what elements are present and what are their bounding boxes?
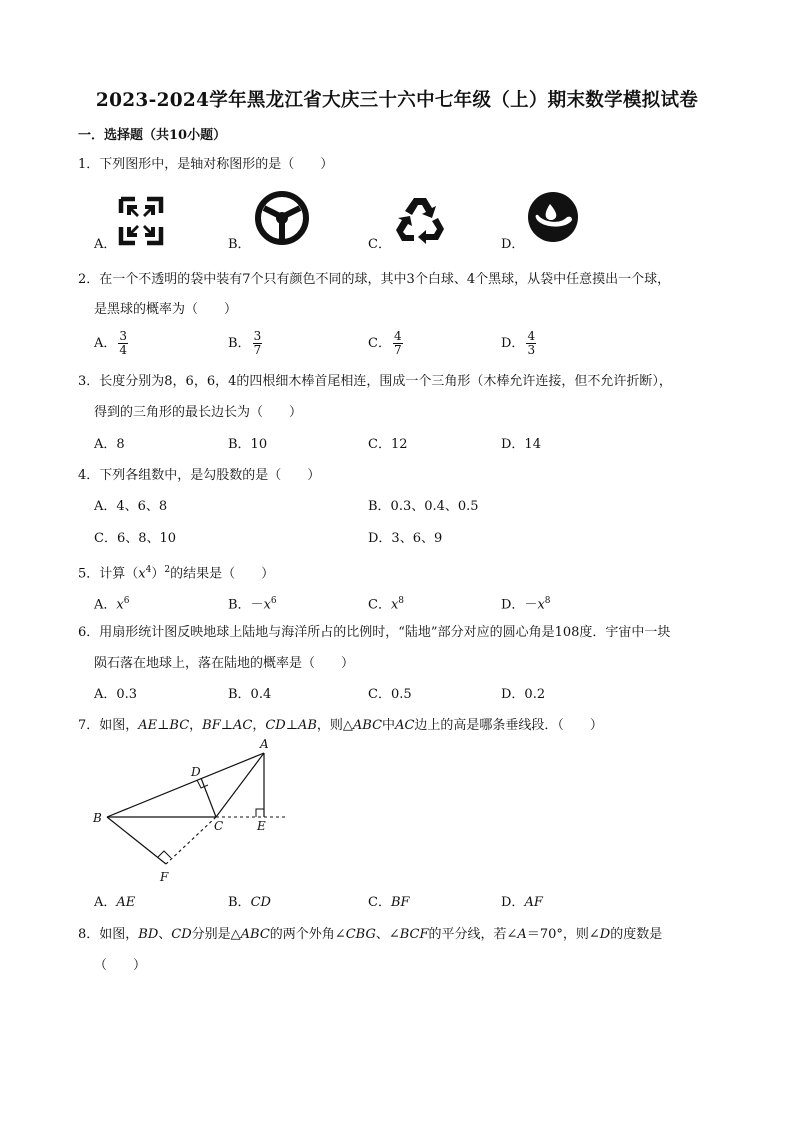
question-7-stem [78, 716, 603, 736]
q5-exponent-outer: 2 [164, 565, 171, 575]
q7-text: ，则△ [316, 718, 353, 733]
variable: x [537, 597, 545, 613]
q8-text: 的平分线，若∠ [428, 927, 518, 942]
q5-option-b [228, 592, 277, 614]
q2-option-d [501, 330, 536, 357]
drop-circle-icon [526, 190, 580, 244]
denominator: 4 [119, 343, 128, 357]
fraction [253, 330, 263, 357]
q7-segment: BF [202, 718, 221, 733]
steering-wheel-icon [254, 190, 310, 246]
q6-option-a: A．0.3 [94, 687, 138, 702]
q2-option-a-label: A． [94, 336, 117, 351]
q7-option-a-label: A． [94, 895, 117, 910]
q4-option-d: D．3、6、9 [368, 531, 443, 546]
q8-text: ＝70°，则∠ [526, 927, 600, 942]
exponent: 6 [123, 596, 130, 606]
point-d-label: D [191, 765, 201, 779]
point-b-label: B [93, 811, 102, 825]
variable: x [390, 597, 399, 613]
fraction [118, 330, 128, 357]
q3-option-a: A．8 [94, 437, 125, 452]
denominator: 7 [253, 343, 262, 357]
right-angle-f [158, 851, 171, 858]
q7-option-d-value: AF [524, 895, 543, 910]
q7-geometry-figure [90, 736, 300, 888]
q2-option-c [368, 330, 403, 357]
q3-option-d: D．14 [501, 437, 541, 452]
question-6-stem-line1: 6．用扇形统计图反映地球上陆地与海洋所占的比例时，“陆地”部分对应的圆心角是108度．宇宙中一块 [78, 625, 671, 640]
q7-text: ， [252, 718, 266, 733]
sign: － [524, 597, 538, 613]
q4-option-a: A．4、6、8 [94, 499, 168, 514]
q3-option-c: C．12 [368, 437, 408, 452]
question-3-stem-line2: 得到的三角形的最长边长为（ ） [94, 405, 303, 420]
q7-segment: AE [138, 718, 158, 733]
q2-option-b [228, 330, 262, 357]
section-heading: 一．选择题（共10小题） [78, 128, 227, 143]
numerator: 4 [527, 329, 536, 343]
q8-angle-name: CBG [345, 927, 376, 942]
denominator: 3 [527, 343, 536, 357]
q6-option-d: D．0.2 [501, 687, 546, 702]
right-angle-e [256, 809, 264, 817]
frame-arrows-icon [117, 195, 165, 247]
extension-ac [166, 817, 216, 864]
q7-option-d-label: D． [501, 895, 525, 910]
q7-option-b-label: B． [228, 895, 251, 910]
q7-perp-symbol: ⊥ [285, 718, 298, 733]
q5-option-a [94, 592, 129, 614]
q1-option-d-label: D． [501, 237, 525, 252]
point-c-label: C [214, 819, 224, 833]
q4-option-c: C．6、8、10 [94, 531, 177, 546]
q2-option-c-label: C． [368, 336, 391, 351]
q8-segment: CD [171, 927, 192, 942]
q8-text: 、∠ [375, 927, 400, 942]
numerator: 3 [253, 329, 262, 343]
question-1-stem: 1．下列图形中，是轴对称图形的是（ ） [78, 157, 334, 172]
q8-text: 、 [158, 927, 172, 942]
q7-option-c-value: BF [390, 895, 410, 910]
segment-cd [201, 778, 216, 817]
q1-option-a-label: A． [94, 237, 117, 252]
exponent: 8 [398, 596, 405, 606]
sign: － [250, 597, 264, 613]
q5-option-c [368, 592, 404, 614]
numerator: 4 [393, 329, 402, 343]
q5-stem-mid: ） [151, 566, 165, 582]
denominator: 7 [393, 343, 402, 357]
recycle-triangle-icon [392, 194, 448, 246]
question-6-stem-line2: 陨石落在地球上，落在陆地的概率是（ ） [94, 656, 355, 671]
q7-option-c [368, 894, 410, 912]
q2-option-d-label: D． [501, 336, 525, 351]
q5-variable: x [138, 566, 146, 582]
q8-angle-name: BCF [399, 927, 429, 942]
q7-option-a [94, 894, 135, 912]
q7-segment: AC [232, 718, 253, 733]
exponent: 8 [544, 596, 551, 606]
q7-option-c-label: C． [368, 895, 391, 910]
fraction [393, 330, 403, 357]
q6-option-c: C．0.5 [368, 687, 412, 702]
q8-text: 的两个外角∠ [269, 927, 346, 942]
q7-text: 7．如图， [78, 718, 139, 733]
question-3-stem-line1: 3．长度分别为8，6，6，4的四根细木棒首尾相连，围成一个三角形（木棒允许连接，但不允许折断）， [78, 374, 672, 389]
q1-option-b-label: B． [228, 237, 251, 252]
q7-segment: BC [169, 718, 190, 733]
q5-option-a-label: A． [94, 597, 117, 613]
question-8-stem-line1 [78, 925, 662, 945]
question-5-stem [78, 560, 274, 584]
q8-angle-name: A [517, 927, 527, 942]
q5-option-b-label: B． [228, 597, 251, 613]
question-8-stem-line2: （ ） [94, 958, 147, 973]
point-e-label: E [257, 819, 266, 833]
exponent: 6 [270, 596, 277, 606]
q7-perp-symbol: ⊥ [220, 718, 233, 733]
q7-option-a-value: AE [116, 895, 136, 910]
q8-text: 分别是△ [191, 927, 241, 942]
q7-text: 边上的高是哪条垂线段．（ ） [414, 718, 603, 733]
q5-option-d [501, 592, 551, 614]
fraction [526, 330, 536, 357]
q2-option-a [94, 330, 128, 357]
q5-exponent-inner: 4 [145, 565, 152, 575]
q7-text: ， [189, 718, 203, 733]
q7-segment: CD [265, 718, 286, 733]
q5-option-d-label: D． [501, 597, 525, 613]
q7-perp-symbol: ⊥ [157, 718, 170, 733]
page-title: 2023-2024学年黑龙江省大庆三十六中七年级（上）期末数学模拟试卷 [95, 90, 699, 111]
q7-text: 中 [382, 718, 396, 733]
q8-triangle-name: ABC [240, 927, 270, 942]
q8-segment: BD [138, 927, 159, 942]
q7-triangle-name: ABC [352, 718, 383, 733]
q7-option-b [228, 894, 271, 912]
question-2-stem-line2: 是黑球的概率为（ ） [94, 302, 238, 317]
q1-option-c-label: C． [368, 237, 391, 252]
q7-segment: AB [297, 718, 317, 733]
q8-text: 8．如图， [78, 927, 139, 942]
question-2-stem-line1: 2．在一个不透明的袋中装有7个只有颜色不同的球，其中3个白球、4个黑球，从袋中任意摸出一个球， [78, 272, 671, 287]
q2-option-b-label: B． [228, 336, 251, 351]
q3-option-b: B．10 [228, 437, 268, 452]
q5-stem-pre: 5．计算（ [78, 566, 139, 582]
q5-stem-post: 的结果是（ ） [170, 566, 275, 582]
q4-option-b: B．0.3、0.4、0.5 [368, 499, 479, 514]
q7-segment: AC [395, 718, 415, 733]
segment-bf [107, 817, 166, 864]
variable: x [263, 597, 271, 613]
q5-option-c-label: C． [368, 597, 391, 613]
variable: x [116, 597, 124, 613]
q7-option-b-value: CD [250, 895, 271, 910]
q8-angle-name: D [599, 927, 611, 942]
point-a-label: A [260, 737, 269, 751]
q7-option-d [501, 894, 543, 912]
point-f-label: F [160, 870, 169, 884]
numerator: 3 [119, 329, 128, 343]
question-4-stem: 4．下列各组数中，是勾股数的是（ ） [78, 468, 321, 483]
q8-text: 的度数是 [610, 927, 663, 942]
q6-option-b: B．0.4 [228, 687, 272, 702]
